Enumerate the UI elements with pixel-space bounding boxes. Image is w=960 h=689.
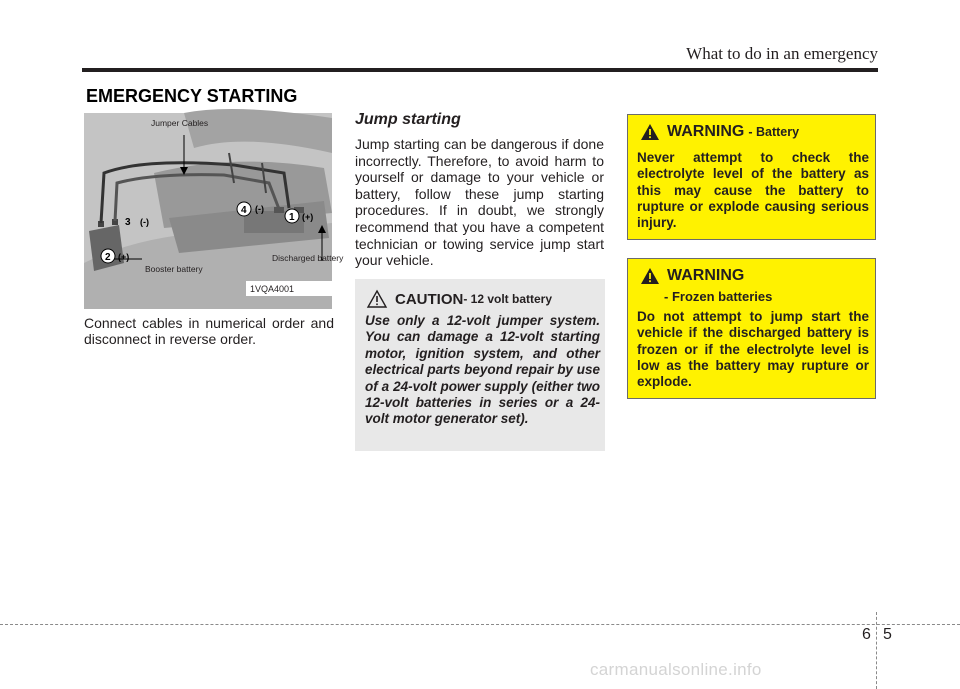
chapter-number: 6 xyxy=(862,626,871,643)
discharged-battery-label: Discharged battery xyxy=(272,253,344,263)
figure-code: 1VQA4001 xyxy=(250,284,295,294)
warning-label: WARNING xyxy=(667,267,745,284)
warning-subtitle: - Frozen batteries xyxy=(664,289,773,304)
warning-label: WARNING xyxy=(667,123,745,140)
booster-battery-label: Booster battery xyxy=(145,264,203,274)
page-number-divider xyxy=(876,612,877,689)
jumper-cables-label: Jumper Cables xyxy=(151,118,209,128)
header-rule xyxy=(82,68,878,72)
caution-label: CAUTION xyxy=(395,290,464,308)
warning-heading xyxy=(640,123,799,141)
car-trunk-drawing xyxy=(84,113,344,309)
jump-starting-body: Jump starting can be dangerous if done incorrectly. Therefore, to avoid harm to yourself or damage to your vehicle or battery, follow these jump starting procedures. If in doubt, we strongly recommend that you have a competent technician or towing service jump start your vehicle. xyxy=(355,136,604,269)
footer-rule xyxy=(0,624,960,625)
warning-body: Never attempt to check the electrolyte level of the battery as this may cause the battery to rupture or explode causing serious injury. xyxy=(637,150,869,231)
caution-triangle-icon xyxy=(367,290,387,308)
step-number-2: 2 xyxy=(105,252,111,263)
warning-body: Do not attempt to jump start the vehicle if the discharged battery is frozen or if the electrolyte level is low as the battery may rupture or explode. xyxy=(637,309,869,390)
chapter-title: What to do in an emergency xyxy=(686,44,878,63)
jump-starting-heading: Jump starting xyxy=(355,111,461,128)
step-number-1: 1 xyxy=(289,212,295,223)
warning-triangle-icon xyxy=(640,123,660,141)
terminal-sign-4: (-) xyxy=(255,204,264,214)
warning-box-frozen-batteries xyxy=(627,258,876,399)
terminal-sign-1: (+) xyxy=(302,212,314,222)
warning-box-battery xyxy=(627,114,876,240)
step-number-3: 3 xyxy=(125,217,131,228)
terminal-sign-2: (+) xyxy=(118,252,130,262)
caution-subtitle: - 12 volt battery xyxy=(463,292,553,306)
caution-body: Use only a 12-volt jumper system. You can damage a 12-volt starting motor, ignition system, and other electrical parts beyond repair by use of a 24-volt power supply (either two 12-volt batteries in series or a 24-volt motor generator set). xyxy=(365,313,600,427)
step-number-4: 4 xyxy=(241,205,247,216)
watermark-text: carmanualsonline.info xyxy=(590,660,762,679)
warning-heading xyxy=(640,267,744,285)
figure-caption: Connect cables in numerical order and disconnect in reverse order. xyxy=(84,315,334,347)
caution-heading xyxy=(367,288,552,310)
section-title: EMERGENCY STARTING xyxy=(86,86,298,106)
warning-subtitle: - Battery xyxy=(748,125,800,139)
jump-start-illustration xyxy=(84,113,344,309)
terminal-sign-3: (-) xyxy=(140,217,149,227)
caution-box xyxy=(355,279,605,451)
warning-triangle-icon xyxy=(640,267,660,285)
page-number: 5 xyxy=(883,626,892,643)
